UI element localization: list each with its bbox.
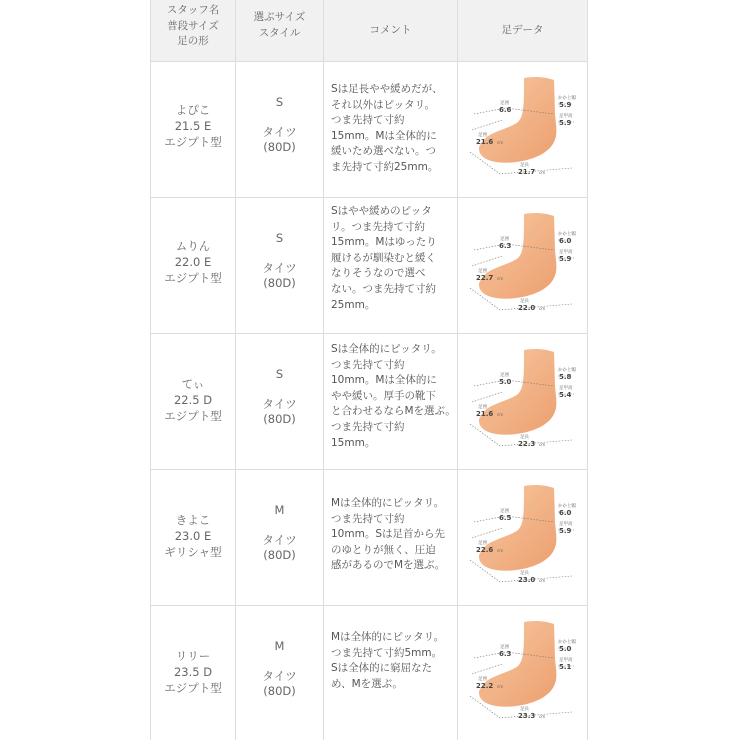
foot-shape: エジプト型: [164, 271, 222, 285]
comment-line: つま先持て寸約5mm。: [331, 646, 443, 659]
staff-cell: [151, 62, 236, 197]
girth-unit: cm: [497, 548, 504, 553]
instep-label: 足囲: [500, 373, 509, 378]
style-name: タイツ: [262, 533, 297, 547]
style-name: タイツ: [262, 669, 297, 683]
foot-illustration: [479, 621, 556, 707]
chosen-size: S: [275, 231, 284, 245]
instep-value: 5.0: [499, 378, 512, 386]
header-staff-line3: 足の形: [177, 35, 209, 47]
girth-value: 22.2: [476, 682, 494, 690]
staff-cell: [151, 606, 236, 740]
staff-cell: [151, 198, 236, 333]
comment-line: め、Mを選ぶ。: [331, 677, 403, 690]
foot-diagram: [462, 482, 582, 592]
girth-unit: cm: [497, 412, 504, 417]
foot-shape: エジプト型: [164, 135, 222, 149]
staff-name: てぃ: [181, 377, 205, 391]
foot-shape: エジプト型: [164, 409, 222, 423]
style-denier: (80D): [263, 548, 296, 562]
table-row: [151, 470, 587, 606]
foot-diagram: [462, 346, 582, 456]
staff-info: [151, 648, 235, 696]
chosen-size-cell: [236, 334, 324, 469]
comment-line: Sは全体的にピッタリ。: [331, 343, 442, 355]
girth-value: 21.6: [476, 410, 494, 418]
comment-line: ない。つま先持て寸約: [331, 282, 436, 295]
ball-height-value: 5.1: [559, 663, 572, 671]
length-unit: cm: [539, 170, 546, 175]
comment-cell: [324, 62, 458, 197]
header-size-line1: 選ぶサイズ: [253, 11, 306, 23]
comment-text: [331, 82, 455, 176]
header-staff-line2: 普段サイズ: [167, 19, 219, 32]
chosen-size: S: [275, 95, 284, 109]
girth-value: 22.7: [476, 274, 494, 282]
heel-width-value: 6.0: [559, 237, 572, 245]
comment-line: リ。つま先持て寸約: [331, 220, 425, 233]
heel-width-label: かかと幅: [558, 232, 576, 237]
foot-diagram-wrap: [458, 74, 587, 186]
length-unit: cm: [539, 578, 546, 583]
heel-width-label: かかと幅: [558, 368, 576, 373]
comment-line: つま先持て寸約: [331, 358, 405, 371]
chosen-size-cell: [236, 62, 324, 197]
girth-label: 足囲: [478, 677, 487, 682]
style-denier: (80D): [263, 276, 296, 290]
header-comment: [324, 0, 458, 61]
comment-line: のゆとりが無く、圧迫: [331, 543, 436, 556]
table-row: [151, 334, 587, 470]
chosen-size-info: [236, 231, 323, 291]
ball-height-label: 足甲高: [559, 658, 573, 663]
spacer: [236, 246, 323, 261]
comment-line: Sは全体的に窮屈なた: [331, 662, 433, 675]
chosen-size-info: [236, 95, 323, 155]
chosen-size-cell: [236, 198, 324, 333]
comment-line: ま先持て寸約25mm。: [331, 160, 439, 173]
usual-size: 22.5 D: [173, 393, 213, 407]
header-size-line2: スタイル: [258, 26, 301, 39]
girth-label: 足囲: [478, 405, 487, 410]
comment-line: やや緩い。厚手の靴下: [331, 389, 436, 402]
instep-label: 足囲: [500, 509, 509, 514]
length-label: 足長: [520, 571, 529, 576]
length-label: 足長: [520, 707, 529, 712]
comment-line: なりそうなので選べ: [331, 267, 426, 280]
comment-line: 10mm。Sは足首から先: [331, 528, 445, 541]
chosen-size: S: [275, 367, 284, 381]
comment-line: 15mm。Mはゆったり: [331, 236, 437, 249]
staff-name: よぴこ: [175, 103, 211, 117]
comment-text: [331, 496, 455, 574]
comment-line: つま先持て寸約: [331, 420, 405, 433]
style-name: タイツ: [262, 261, 297, 275]
chosen-size: M: [274, 503, 285, 517]
instep-value: 6.3: [499, 650, 512, 658]
comment-line: Mは全体的にピッタリ。: [331, 631, 445, 643]
chosen-size: M: [274, 639, 285, 653]
girth-label: 足囲: [478, 133, 487, 138]
comment-text: [331, 204, 455, 313]
length-value: 23.0: [518, 576, 536, 584]
instep-label: 足囲: [500, 237, 509, 242]
foot-illustration: [479, 485, 556, 571]
foot-diagram-wrap: [458, 210, 587, 322]
comment-line: つま先持て寸約: [331, 512, 405, 525]
foot-illustration: [479, 213, 556, 299]
girth-unit: cm: [497, 140, 504, 145]
header-staff: [151, 0, 236, 61]
comment-text: [331, 630, 455, 692]
spacer: [236, 518, 323, 533]
comment-line: 履けるが馴染むと緩く: [331, 251, 436, 264]
ball-height-value: 5.9: [559, 119, 572, 127]
foot-data-cell: [458, 334, 587, 469]
comment-line: 25mm。: [331, 298, 376, 311]
ball-height-value: 5.9: [559, 527, 572, 535]
chosen-size-info: [236, 639, 323, 699]
foot-diagram: [462, 618, 582, 728]
staff-cell: [151, 470, 236, 605]
comment-line: と合わせるならMを選ぶ。: [331, 405, 456, 418]
chosen-size-cell: [236, 606, 324, 740]
staff-info: [151, 238, 235, 286]
length-unit: cm: [539, 442, 546, 447]
heel-width-value: 6.0: [559, 509, 572, 517]
girth-unit: cm: [497, 684, 504, 689]
length-unit: cm: [539, 714, 546, 719]
comment-cell: [324, 470, 458, 605]
staff-name: ムりん: [175, 239, 211, 253]
length-unit: cm: [539, 306, 546, 311]
foot-shape: ギリシャ型: [164, 545, 222, 559]
instep-value: 6.3: [499, 242, 512, 250]
length-label: 足長: [520, 299, 529, 304]
heel-width-value: 5.0: [559, 645, 572, 653]
girth-value: 21.6: [476, 138, 494, 146]
chosen-size-cell: [236, 470, 324, 605]
comment-cell: [324, 198, 458, 333]
size-comparison-table: [150, 0, 588, 740]
table-row: [151, 606, 587, 740]
girth-label: 足囲: [478, 541, 487, 546]
comment-cell: [324, 606, 458, 740]
chosen-size-info: [236, 503, 323, 563]
foot-diagram-wrap: [458, 346, 587, 458]
ball-height-label: 足甲高: [559, 250, 573, 255]
comment-line: Mは全体的にピッタリ。: [331, 497, 445, 509]
comment-line: それ以外はピッタリ。: [331, 98, 436, 111]
style-name: タイツ: [262, 125, 297, 139]
staff-info: [151, 102, 235, 150]
length-label: 足長: [520, 163, 529, 168]
heel-width-label: かかと幅: [558, 96, 576, 101]
ball-height-value: 5.9: [559, 255, 572, 263]
table-row: [151, 62, 587, 198]
spacer: [236, 110, 323, 125]
staff-cell: [151, 334, 236, 469]
foot-data-cell: [458, 198, 587, 333]
heel-width-label: かかと幅: [558, 640, 576, 645]
instep-value: 6.6: [499, 106, 512, 114]
usual-size: 23.5 D: [173, 665, 213, 679]
comment-line: 緩いため選べない。つ: [331, 145, 436, 158]
ball-height-value: 5.4: [559, 391, 572, 399]
spacer: [236, 382, 323, 397]
foot-diagram-wrap: [458, 618, 587, 730]
table-header: [151, 0, 587, 62]
header-staff-line1: スタッフ名: [166, 4, 220, 16]
instep-label: 足囲: [500, 101, 509, 106]
style-denier: (80D): [263, 684, 296, 698]
ball-height-label: 足甲高: [559, 522, 573, 527]
comment-line: Sは足長やや緩めだが、: [331, 83, 443, 95]
ball-height-label: 足甲高: [559, 114, 573, 119]
heel-width-value: 5.8: [559, 373, 572, 381]
staff-name: リリー: [175, 649, 211, 663]
comment-line: 10mm。Mは全体的に: [331, 374, 437, 387]
comment-line: Sはやや緩めのピッタ: [331, 205, 432, 217]
length-value: 23.3: [518, 712, 536, 720]
comment-cell: [324, 334, 458, 469]
staff-name: きよこ: [175, 513, 211, 527]
usual-size: 23.0 E: [174, 529, 212, 543]
header-size: [236, 0, 324, 61]
foot-data-cell: [458, 62, 587, 197]
spacer: [236, 654, 323, 669]
style-denier: (80D): [263, 140, 296, 154]
foot-shape: エジプト型: [164, 681, 222, 695]
foot-illustration: [479, 349, 556, 435]
staff-info: [151, 376, 235, 424]
length-label: 足長: [520, 435, 529, 440]
length-value: 21.7: [518, 168, 536, 176]
instep-label: 足囲: [500, 645, 509, 650]
foot-diagram: [462, 210, 582, 320]
ball-height-label: 足甲高: [559, 386, 573, 391]
comment-line: 15mm。: [331, 436, 376, 449]
girth-value: 22.6: [476, 546, 494, 554]
length-value: 22.3: [518, 440, 536, 448]
comment-text: [331, 342, 455, 451]
style-name: タイツ: [262, 397, 297, 411]
girth-label: 足囲: [478, 269, 487, 274]
heel-width-label: かかと幅: [558, 504, 576, 509]
girth-unit: cm: [497, 276, 504, 281]
foot-data-cell: [458, 470, 587, 605]
usual-size: 21.5 E: [174, 119, 212, 133]
foot-data-cell: [458, 606, 587, 740]
comment-line: つま先持て寸約: [331, 114, 405, 127]
usual-size: 22.0 E: [174, 255, 212, 269]
header-comment-label: コメント: [369, 24, 412, 36]
length-value: 22.0: [518, 304, 536, 312]
foot-diagram: [462, 74, 582, 184]
comment-line: 15mm。Mは全体的に: [331, 129, 437, 142]
comment-line: 感があるのでMを選ぶ。: [331, 559, 446, 572]
header-foot-data: [458, 0, 587, 61]
chosen-size-info: [236, 367, 323, 427]
header-foot-data-label: 足データ: [501, 24, 544, 36]
style-denier: (80D): [263, 412, 296, 426]
staff-info: [151, 512, 235, 560]
foot-illustration: [479, 77, 556, 163]
foot-diagram-wrap: [458, 482, 587, 594]
table-row: [151, 198, 587, 334]
heel-width-value: 5.9: [559, 101, 572, 109]
instep-value: 6.5: [499, 514, 512, 522]
